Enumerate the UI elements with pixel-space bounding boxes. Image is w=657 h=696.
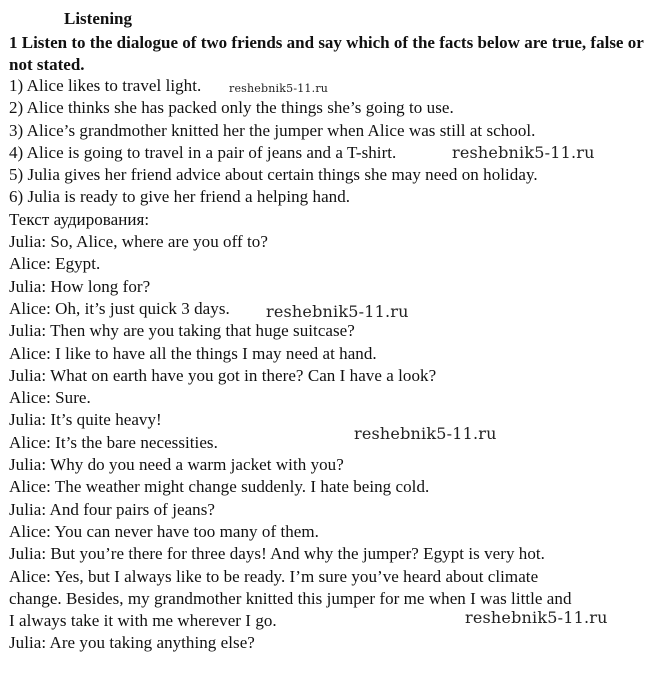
dialogue-line: Julia: What on earth have you got in there? Can I have a look? (9, 365, 437, 385)
statement-5: 5) Julia gives her friend advice about certain things she may need on holiday. (9, 165, 538, 185)
dialogue-line: Alice: You can never have too many of them. (9, 521, 319, 541)
dialogue-line: Julia: Why do you need a warm jacket with you? (9, 455, 344, 475)
dialogue-line: change. Besides, my grandmother knitted this jumper for me when I was little and (9, 588, 572, 608)
transcript-heading: Текст аудирования: (9, 209, 150, 229)
dialogue-line: Julia: How long for? (9, 276, 151, 296)
dialogue-line: Julia: It’s quite heavy! (9, 410, 162, 430)
watermark-text: reshebnik5-11.ru (465, 608, 608, 627)
statement-4: 4) Alice is going to travel in a pair of jeans and a T-shirt. (9, 142, 397, 162)
section-heading: Listening (64, 9, 133, 28)
watermark-text: reshebnik5-11.ru (229, 82, 329, 95)
dialogue-line: Julia: So, Alice, where are you off to? (9, 232, 268, 252)
dialogue-line: Alice: I like to have all the things I may need at hand. (9, 343, 377, 363)
watermark-text: reshebnik5-11.ru (354, 424, 497, 443)
statement-6: 6) Julia is ready to give her friend a helping hand. (9, 187, 351, 207)
dialogue-line: Alice: It’s the bare necessities. (9, 432, 218, 452)
dialogue-line: Julia: Are you taking anything else? (9, 633, 255, 653)
dialogue-line: Julia: And four pairs of jeans? (9, 499, 215, 519)
statement-2: 2) Alice thinks she has packed only the things she’s going to use. (9, 98, 454, 118)
dialogue-line: Alice: Sure. (9, 388, 91, 408)
watermark-text: reshebnik5-11.ru (452, 143, 595, 162)
watermark-text: reshebnik5-11.ru (266, 302, 409, 321)
dialogue-line: Julia: Then why are you taking that huge suitcase? (9, 321, 355, 341)
dialogue-line: Alice: Yes, but I always like to be ready. I’m sure you’ve heard about climate (9, 566, 539, 586)
statement-1: 1) Alice likes to travel light. (9, 76, 202, 95)
statement-3: 3) Alice’s grandmother knitted her the jumper when Alice was still at school. (9, 120, 536, 140)
dialogue-line: Julia: But you’re there for three days! And why the jumper? Egypt is very hot. (9, 544, 545, 564)
dialogue-line: I always take it with me wherever I go. (9, 611, 277, 631)
dialogue-line: Alice: Oh, it’s just quick 3 days. (9, 298, 230, 318)
dialogue-line: Alice: Egypt. (9, 254, 101, 274)
dialogue-line: Alice: The weather might change suddenly. I hate being cold. (9, 477, 430, 497)
task-instruction: 1 Listen to the dialogue of two friends and say which of the facts below are true, false or not stated. (9, 33, 644, 74)
